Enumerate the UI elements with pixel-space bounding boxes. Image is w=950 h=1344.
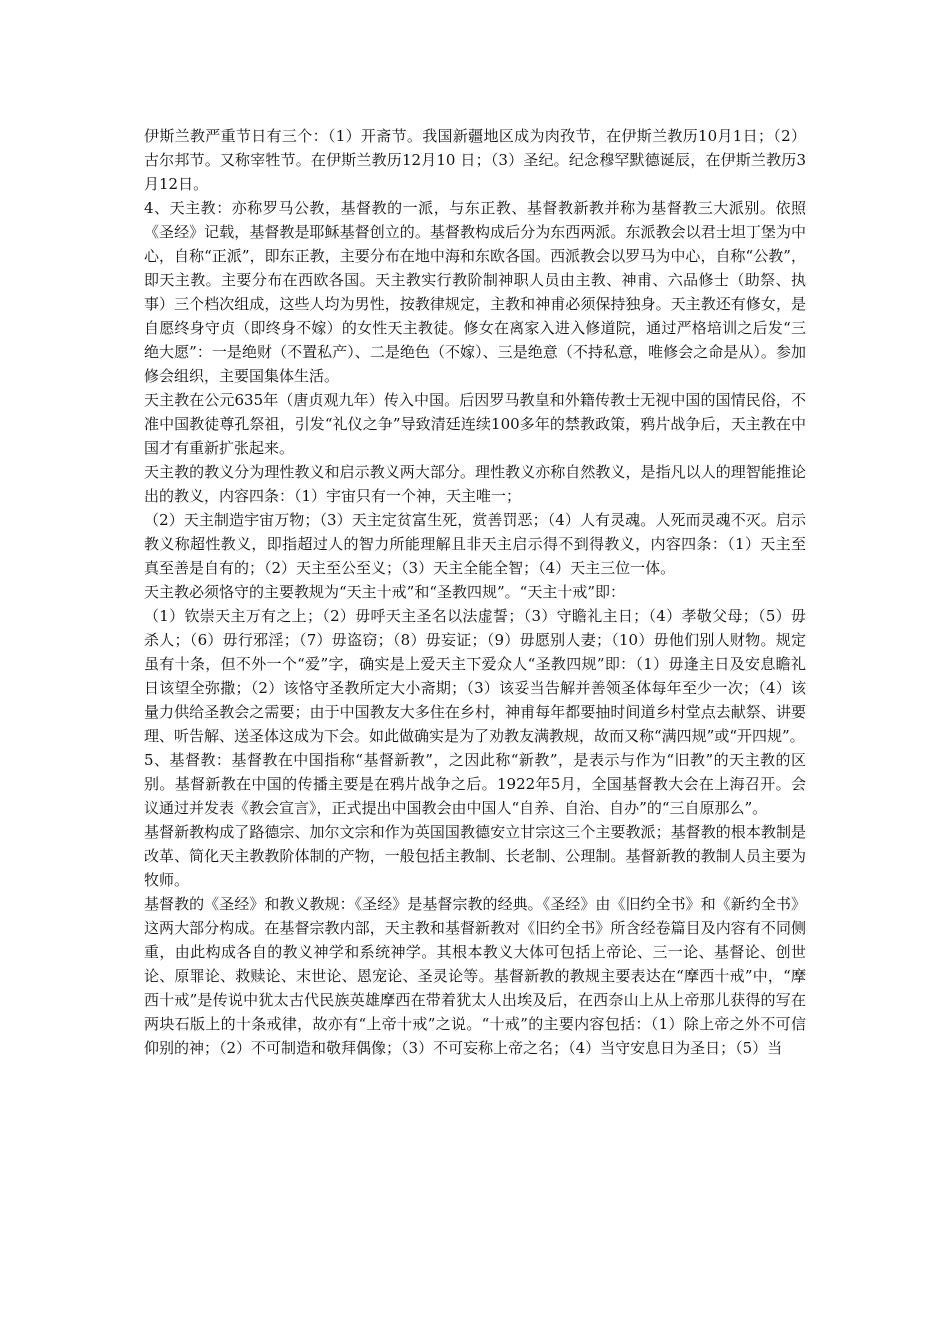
paragraph-catholic-rules: 天主教必须恪守的主要教规为“天主十戒”和“圣教四规”。“天主十戒”即： (144, 583, 626, 601)
paragraph-catholic-doctrine-cont: （2）天主制造宇宙万物；（3）天主定贫富生死，赏善罚恶；（4）人有灵魂。人死而灵魂不灭。启示教义称超性教义，即指超过人的智力所能理解且非天主启示得不到得教义，内容四条：（1）天主至真至善是自有的；（2）天主至公至义；（3）天主全能全智；（4）天主三位一体。 (144, 511, 806, 577)
paragraph-catholicism-intro: 4、天主教：亦称罗马公教，基督教的一派，与东正教、基督教新教并称为基督教三大派别。依照《圣经》记载，基督教是耶稣基督创立的。基督教构成后分为东西两派。东派教会以君士坦丁堡为中心，自称“正派”，即东正教，主要分布在地中海和东欧各国。西派教会以罗马为中心，自称“公教”，即天主教。主要分布在西欧各国。天主教实行教阶制神职人员由主教、神甫、六品修士（助祭、执事）三个档次组成，这些人均为男性，按教律规定，主教和神甫必须保持独身。天主教还有修女，是自愿终身守贞（即终身不嫁）的女性天主教徒。修女在离家入进入修道院，通过严格培训之后发“三绝大愿”：一是绝财（不置私产）、二是绝色（不嫁）、三是绝意（不持私意，唯修会之命是从）。参加修会组织，主要国集体生活。 (144, 199, 806, 385)
paragraph-protestantism-intro: 5、基督教：基督教在中国指称“基督新教”，之因此称“新教”，是表示与作为“旧教”的天主教的区别。基督新教在中国的传播主要是在鸦片战争之后。1922年5月，全国基督教大会在上海召开。会议通过并发表《教会宣言》，正式提出中国教会由中国人“自养、自治、自办”的“三自原那么”。 (144, 751, 806, 817)
paragraph-protestant-denominations: 基督新教构成了路德宗、加尔文宗和作为英国国教德安立甘宗这三个主要教派；基督教的根本教制是改革、简化天主教教阶体制的产物，一般包括主教制、长老制、公理制。基督新教的教制人员主要为牧师。 (144, 823, 806, 889)
paragraph-bible-doctrine: 基督教的《圣经》和教义教规：《圣经》是基督宗教的经典。《圣经》由《旧约全书》和《新约全书》这两大部分构成。在基督宗教内部，天主教和基督新教对《旧约全书》所含经卷篇目及内容有不同侧重，由此构成各自的教义神学和系统神学。其根本教义大体可包括上帝论、三一论、基督论、创世论、原罪论、救赎论、末世论、恩宠论、圣灵论等。基督新教的教规主要表达在“摩西十戒”中，“摩西十戒”是传说中犹太古代民族英雄摩西在带着犹太人出埃及后，在西奈山上从上帝那儿获得的写在两块石版上的十条戒律，故亦有“上帝十戒”之说。“十戒”的主要内容包括：（1）除上帝之外不可信仰别的神；（2）不可制造和敬拜偶像；（3）不可妄称上帝之名；（4）当守安息日为圣日；（5）当 (144, 895, 806, 1057)
paragraph-catholicism-china: 天主教在公元635年（唐贞观九年）传入中国。后因罗马教皇和外籍传教士无视中国的国情民俗，不准中国教徒尊孔祭祖，引发“礼仪之争”导致清廷连续100多年的禁教政策，鸦片战争后，天主教在中国才有重新扩张起来。 (144, 391, 806, 457)
paragraph-catholic-doctrine: 天主教的教义分为理性教义和启示教义两大部分。理性教义亦称自然教义，是指凡以人的理智能推论出的教义，内容四条：（1）宇宙只有一个神，天主唯一； (144, 463, 806, 505)
document-body (144, 124, 806, 1060)
paragraph-ten-commandments: （1）钦崇天主万有之上；（2）毋呼天主圣名以法虚誓；（3）守瞻礼主日；（4）孝敬父母；（5）毋杀人；（6）毋行邪淫；（7）毋盗窃；（8）毋妄证；（9）毋愿别人妻；（10）毋他们别人财物。规定虽有十条，但不外一个“爱”字，确实是上爱天主下爱众人“圣教四规”即：（1）毋逢主日及安息瞻礼日该望全弥撒；（2）该恪守圣教所定大小斋期；（3）该妥当告解并善领圣体每年至少一次；（4）该量力供给圣教会之需要；由于中国教友大多住在乡村，神甫每年都要抽时间道乡村堂点去献祭、讲要理、听告解、送圣体这成为下会。如此做确实是为了劝教友满教规，故而又称“满四规”或“开四规”。 (144, 607, 806, 745)
paragraph-islam-festivals: 伊斯兰教严重节日有三个：（1）开斋节。我国新疆地区成为肉孜节，在伊斯兰教历10月1日；（2）古尔邦节。又称宰牲节。在伊斯兰教历12月10 日；（3）圣纪。纪念穆罕默德诞辰，在伊斯兰教历3月12日。 (144, 127, 806, 193)
